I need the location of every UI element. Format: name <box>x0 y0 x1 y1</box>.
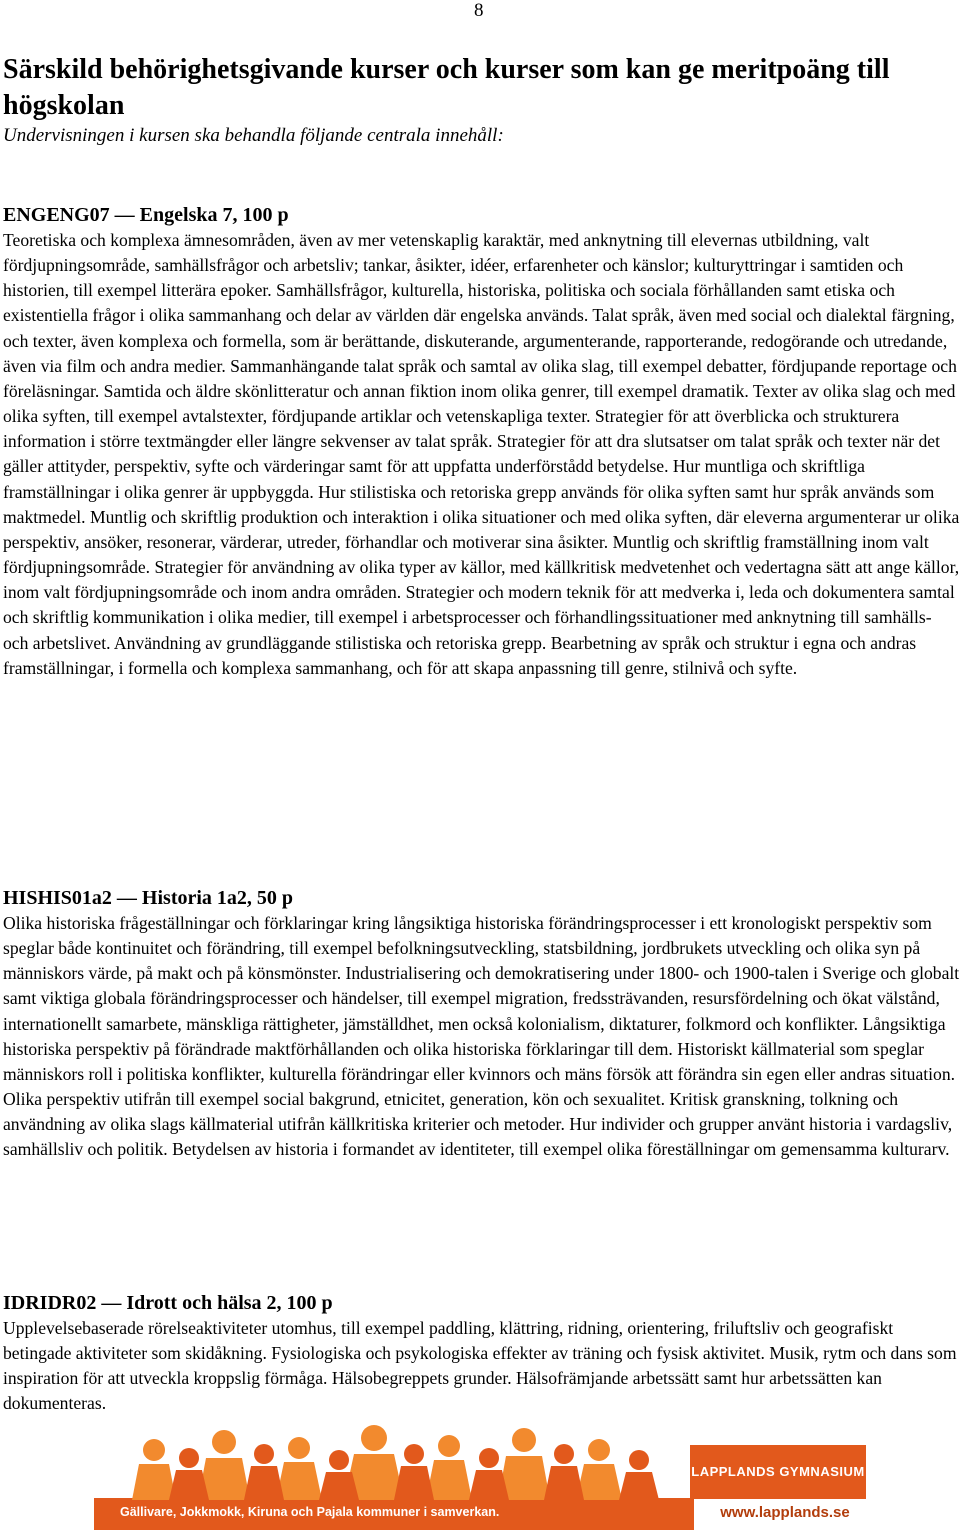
document-title: Särskild behörighetsgivande kurser och kurser som kan ge meritpoäng till högskolan <box>3 54 890 121</box>
page-number: 8 <box>474 0 484 21</box>
course-section-idrott <box>3 1290 960 1417</box>
course-body: Teoretiska och komplexa ämnesområden, även av mer vetenskaplig karaktär, med anknytning till elevernas utbildning, valt fördjupningsområde, samhällsfrågor och arbetsliv; tankar, åsikter, idéer, erfarenheter och känslor; kulturyttringar i samtiden och historien, till exempel litterära epoker. Samhällsfrågor, kulturella, historiska, politiska och sociala förhållanden samt etiska och existentiella frågor i olika sammanhang och delar av världen där engelska används. Talat språk, även med social och dialektal färgning, och texter, även komplexa och formella, som är berättande, diskuterande, argumenterande, rapporterande, redogörande och utredande, även via film och andra medier. Sammanhängande talat språk och samtal av olika slag, till exempel debatter, fördjupande reportage och föreläsningar. Samtida och äldre skönlitteratur och annan fiktion inom olika genrer, till exempel dramatik. Texter av olika slag och med olika syften, till exempel avtalstexter, fördjupande artiklar och vetenskapliga texter. Strategier för att överblicka och strukturera information i större textmängder eller längre sekvenser av talat språk. Strategier för att dra slutsatser om talat språk och texter när det gäller attityder, perspektiv, syfte och värderingar samt för att uppfatta underförstådd betydelse. Hur muntliga och skriftliga framställningar i olika genrer är uppbyggda. Hur stilistiska och retoriska grepp används för olika syften samt hur språk används som maktmedel. Muntlig och skriftlig produktion och interaktion i olika situationer och med olika syften, där eleverna argumenterar ur olika perspektiv, ansöker, resonerar, värderar, utreder, förhandlar och motiverar sina åsikter. Muntlig och skriftlig framställning inom valt fördjupningsområde. Strategier för användning av olika typer av källor, med källkritisk medvetenhet och vedertagna sätt att ange källor, inom valt fördjupningsområde och inom andra områden. Strategier och modern teknik för att medverka i, leda och dokumentera samtal och skriftlig kommunikation i olika medier, till exempel i arbetsprocesser och förhandlingssituationer med anknytning till samhälls- och arbetslivet. Användning av grundläggande stilistiska och retoriska grepp. Bearbetning av språk och struktur i egna och andras framställningar, i formella och komplexa sammanhang, och för att skapa anpassning till genre, stilnivå och syfte. <box>3 230 960 678</box>
course-heading: HISHIS01a2 — Historia 1a2, 50 p <box>3 887 294 909</box>
school-logo <box>690 1445 866 1499</box>
course-section-historia <box>3 885 960 1163</box>
course-heading: IDRIDR02 — Idrott och hälsa 2, 100 p <box>3 1292 333 1314</box>
course-heading: ENGENG07 — Engelska 7, 100 p <box>3 204 289 226</box>
course-section-engelska <box>3 202 960 681</box>
document-subtitle: Undervisningen i kursen ska behandla följande centrala innehåll: <box>3 125 504 146</box>
school-url-link[interactable]: www.lapplands.se <box>720 1504 850 1521</box>
course-body: Upplevelsebaserade rörelseaktiviteter utomhus, till exempel paddling, klättring, ridning, orientering, friluftsliv och geografiskt betingade aktiviteter som skidåkning. Fysiologiska och psykologiska effekter av träning och fysisk aktivitet. Musik, rytm och dans som inspiration för att utveckla kroppslig förmåga. Hälsobegreppets grunder. Hälsofrämjande arbetssätt samt hur arbetssätten kan dokumenteras. <box>3 1318 957 1414</box>
school-logo-name: LAPPLANDS GYMNASIUM <box>691 1464 865 1479</box>
footer-slogan: Gällivare, Jokkmokk, Kiruna och Pajala kommuner i samverkan. <box>120 1505 500 1519</box>
course-body: Olika historiska frågeställningar och förklaringar kring långsiktiga historiska förändringsprocesser i ett kronologiskt perspektiv som speglar både kontinuitet och förändring, till exempel befolkningsutveckling, statsbildning, jordbrukets utveckling och olika syn på människors värde, på makt och på könsmönster. Industrialisering och demokratisering under 1800- och 1900-talen i Sverige och globalt samt viktiga globala förändringsprocesser och händelser, till exempel migration, fredssträvanden, resursfördelning och ökat välstånd, internationellt samarbete, mänskliga rättigheter, jämställdhet, men också kolonialism, diktaturer, folkmord och konflikter. Långsiktiga historiska perspektiv på förändrade maktförhållanden och olika historiska förklaringar till dem. Historiskt källmaterial som speglar människors roll i politiska konflikter, kulturella förändringar eller kvinnors och mäns försök att förändra sin egen eller andras situation. Olika perspektiv utifrån till exempel social bakgrund, etnicitet, generation, kön och sexualitet. Kritisk granskning, tolkning och användning av olika slags källmaterial utifrån källkritiska kriterier och metoder. Hur individer och grupper använt historia i vardagsliv, samhällsliv och politik. Betydelsen av historia i formandet av identiteter, till exempel olika föreställningar om gemensamma kulturarv. <box>3 913 960 1160</box>
